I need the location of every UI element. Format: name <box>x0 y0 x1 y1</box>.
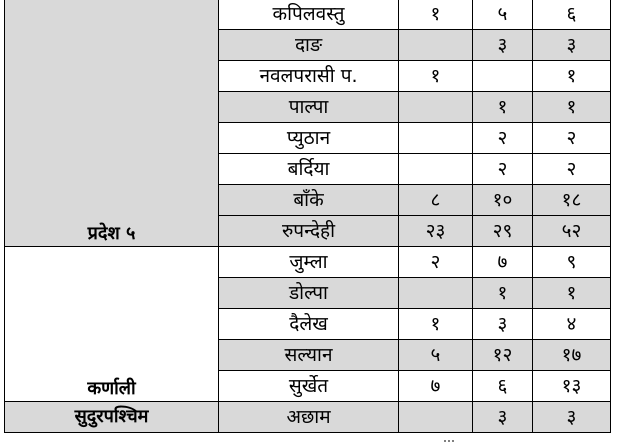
total-cell: ४ <box>533 309 611 340</box>
total-cell: १८ <box>533 185 611 216</box>
province-cell: सुदुरपश्चिम <box>5 402 219 433</box>
count-cell-2: ३ <box>473 309 533 340</box>
total-cell: १ <box>533 61 611 92</box>
count-cell-2: १ <box>473 92 533 123</box>
count-cell-1: ७ <box>399 371 473 402</box>
total-cell: १३ <box>533 371 611 402</box>
count-cell-1 <box>399 402 473 433</box>
total-cell: १ <box>533 92 611 123</box>
count-cell-2 <box>473 61 533 92</box>
count-cell-2: ३ <box>473 30 533 61</box>
count-cell-1: २३ <box>399 216 473 247</box>
cut-off-mark <box>444 438 454 442</box>
district-cell: अछाम <box>219 402 399 433</box>
count-cell-1 <box>399 92 473 123</box>
total-cell: १७ <box>533 340 611 371</box>
total-cell: २ <box>533 123 611 154</box>
count-cell-2: ३ <box>473 402 533 433</box>
table-row <box>5 402 611 433</box>
table-body <box>5 0 611 433</box>
district-cell: पाल्पा <box>219 92 399 123</box>
district-cell: बाँके <box>219 185 399 216</box>
total-cell: ३ <box>533 402 611 433</box>
total-cell: १ <box>533 278 611 309</box>
count-cell-1: ५ <box>399 340 473 371</box>
province-cell: कर्णाली <box>5 247 219 402</box>
count-cell-2: १० <box>473 185 533 216</box>
district-cell: जुम्ला <box>219 247 399 278</box>
count-cell-1 <box>399 278 473 309</box>
table-row <box>5 247 611 278</box>
district-cell: कपिलवस्तु <box>219 0 399 30</box>
district-cell: दाङ <box>219 30 399 61</box>
total-cell: ९ <box>533 247 611 278</box>
count-cell-2: ५ <box>473 0 533 30</box>
count-cell-2: २९ <box>473 216 533 247</box>
district-cell: दैलेख <box>219 309 399 340</box>
total-cell: ६ <box>533 0 611 30</box>
district-cell: बर्दिया <box>219 154 399 185</box>
district-cell: प्युठान <box>219 123 399 154</box>
count-cell-1: १ <box>399 0 473 30</box>
district-cell: नवलपरासी प. <box>219 61 399 92</box>
count-cell-1: २ <box>399 247 473 278</box>
count-cell-2: २ <box>473 154 533 185</box>
district-cell: सुर्खेत <box>219 371 399 402</box>
total-cell: २ <box>533 154 611 185</box>
count-cell-1 <box>399 154 473 185</box>
district-cell: डोल्पा <box>219 278 399 309</box>
count-cell-2: १२ <box>473 340 533 371</box>
district-cell: रुपन्देही <box>219 216 399 247</box>
province-cell: प्रदेश ५ <box>5 0 219 247</box>
count-cell-2: १ <box>473 278 533 309</box>
count-cell-1: १ <box>399 309 473 340</box>
count-cell-1: ८ <box>399 185 473 216</box>
count-cell-2: ६ <box>473 371 533 402</box>
count-cell-2: २ <box>473 123 533 154</box>
total-cell: ३ <box>533 30 611 61</box>
count-cell-2: ७ <box>473 247 533 278</box>
district-cell: सल्यान <box>219 340 399 371</box>
table-row <box>5 0 611 30</box>
total-cell: ५२ <box>533 216 611 247</box>
count-cell-1 <box>399 30 473 61</box>
district-table <box>4 0 611 433</box>
count-cell-1 <box>399 123 473 154</box>
count-cell-1: १ <box>399 61 473 92</box>
